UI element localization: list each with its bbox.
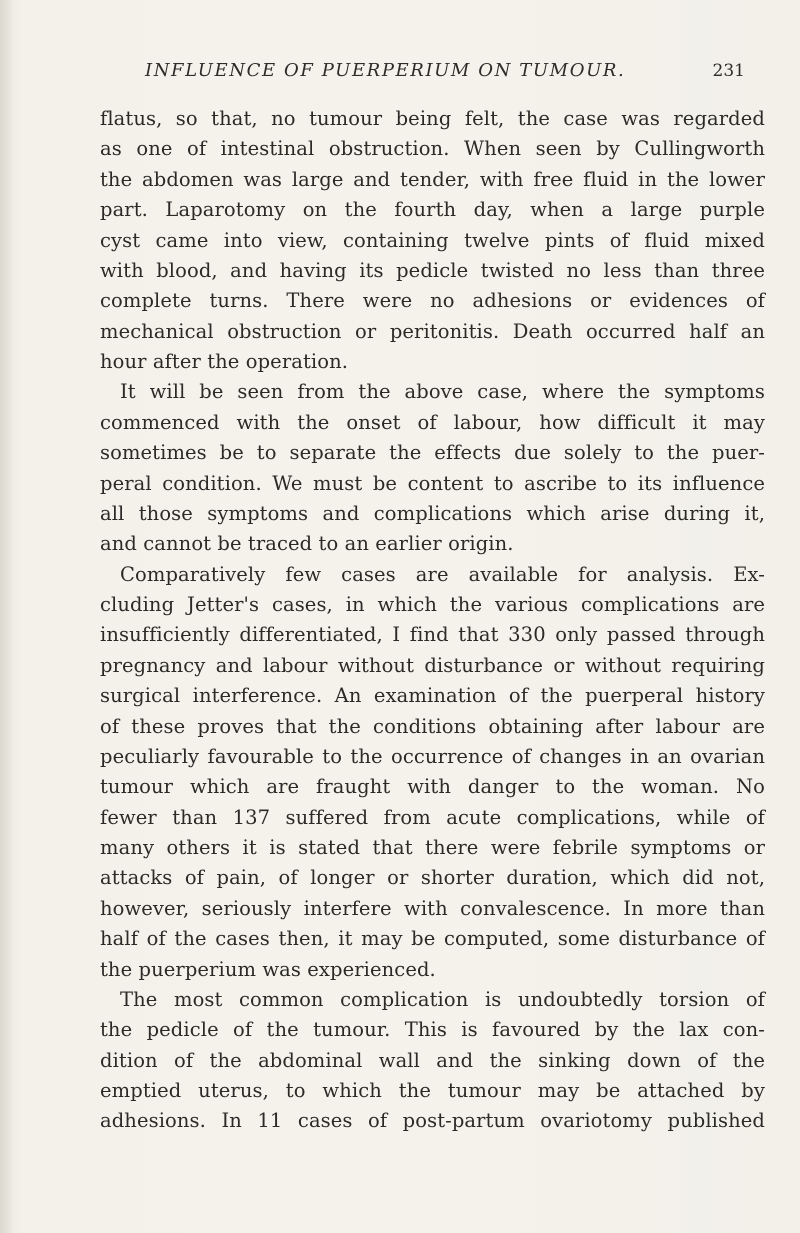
text-line: pregnancy and labour without disturbance or without requiring <box>100 653 765 677</box>
text-line: tumour which are fraught with danger to the woman. No <box>100 775 765 799</box>
text-line: with blood, and having its pedicle twisted no less than three <box>100 258 765 282</box>
text-line: of these proves that the conditions obtaining after labour are <box>100 714 765 738</box>
text-line: many others it is stated that there were febrile symptoms or <box>100 836 765 859</box>
text-line: the abdomen was large and tender, with free fluid in the lower <box>100 167 765 191</box>
text-line: all those symptoms and complications which arise during it, <box>100 501 765 525</box>
page-number: 231 <box>712 61 745 81</box>
text-line: The most common complication is undoubtedly torsion of <box>120 987 765 1011</box>
text-line: adhesions. In 11 cases of post-partum ovariotomy published <box>100 1109 765 1133</box>
text-line: peral condition. We must be content to ascribe to its influence <box>100 471 765 495</box>
text-line: half of the cases then, it may be computed, some disturbance of <box>100 927 765 951</box>
body-text <box>100 104 765 1137</box>
text-line: commenced with the onset of labour, how difficult it may <box>100 410 765 434</box>
text-line: fewer than 137 suffered from acute complications, while of <box>100 805 765 829</box>
text-line: surgical interference. An examination of the puerperal history <box>100 684 765 708</box>
text-line: It will be seen from the above case, where the symptoms <box>120 380 765 404</box>
page-gutter-shadow <box>0 0 14 1233</box>
running-title: INFLUENCE OF PUERPERIUM ON TUMOUR. <box>145 60 626 81</box>
text-line: insufficiently differentiated, I find that 330 only passed through <box>100 623 765 647</box>
text-line: dition of the abdominal wall and the sinking down of the <box>100 1048 765 1072</box>
text-line: the puerperium was experienced. <box>100 957 436 981</box>
running-header <box>145 60 745 90</box>
text-line: cluding Jetter's cases, in which the various complications are <box>100 593 765 616</box>
text-line: Comparatively few cases are available for analysis. Ex- <box>120 562 765 586</box>
text-line: hour after the operation. <box>100 350 349 373</box>
text-line: cyst came into view, containing twelve pints of fluid mixed <box>100 228 765 252</box>
text-line: and cannot be traced to an earlier origin. <box>100 532 514 556</box>
text-line: mechanical obstruction or peritonitis. Death occurred half an <box>100 319 765 343</box>
text-line: however, seriously interfere with convalescence. In more than <box>100 896 765 920</box>
text-line: flatus, so that, no tumour being felt, the case was regarded <box>100 107 765 130</box>
text-line: complete turns. There were no adhesions or evidences of <box>100 289 765 313</box>
text-line: part. Laparotomy on the fourth day, when a large purple <box>100 198 765 222</box>
text-line: emptied uterus, to which the tumour may be attached by <box>100 1079 765 1102</box>
text-line: as one of intestinal obstruction. When seen by Cullingworth <box>100 137 765 161</box>
text-line: peculiarly favourable to the occurrence of changes in an ovarian <box>100 744 765 768</box>
text-line: attacks of pain, of longer or shorter duration, which did not, <box>100 866 765 890</box>
text-line: the pedicle of the tumour. This is favoured by the lax con- <box>100 1018 765 1042</box>
text-line: sometimes be to separate the effects due solely to the puer- <box>100 441 765 465</box>
